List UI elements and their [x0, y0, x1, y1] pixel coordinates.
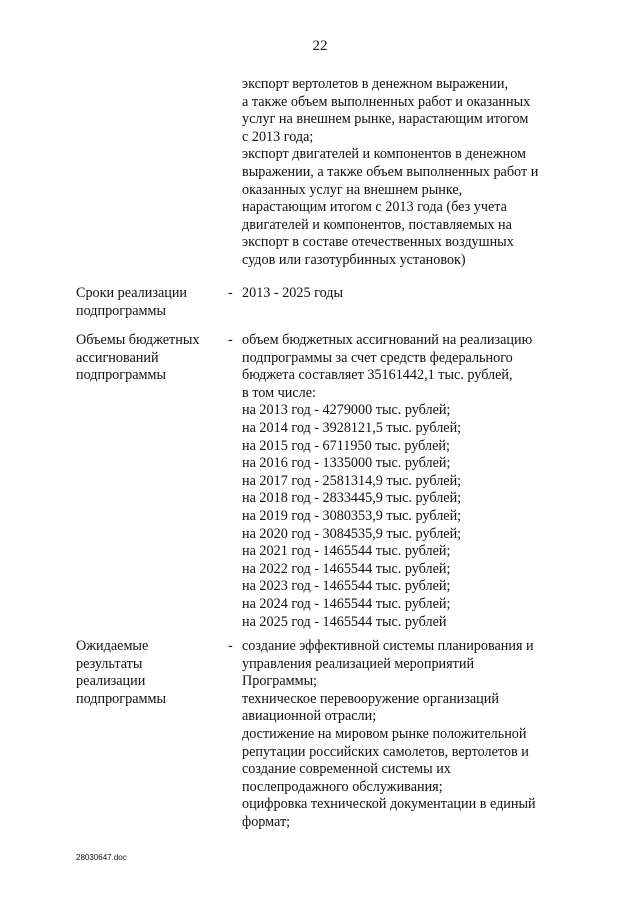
text-line: двигателей и компонентов, поставляемых на	[242, 216, 512, 233]
content-line: авиационной отрасли;	[242, 708, 377, 725]
dash-separator: -	[228, 285, 233, 301]
text-line: выражении, а также объем выполненных работ и	[242, 163, 539, 180]
content-line: техническое перевооружение организаций	[242, 690, 499, 707]
section-content	[242, 638, 582, 832]
content-line: на 2013 год - 4279000 тыс. рублей;	[242, 402, 451, 419]
content-line: на 2016 год - 1335000 тыс. рублей;	[242, 455, 451, 472]
content-line: управления реализацией мероприятий	[242, 655, 475, 672]
text-line: с 2013 года;	[242, 128, 314, 145]
label-line: реализации	[76, 673, 146, 690]
label-line: Ожидаемые	[76, 638, 149, 654]
content-line: формат;	[242, 813, 291, 830]
section-content	[242, 332, 582, 631]
content-line: на 2021 год - 1465544 тыс. рублей;	[242, 543, 451, 560]
text-line: оказанных услуг на внешнем рынке,	[242, 181, 463, 198]
label-line: Сроки реализации	[76, 285, 188, 301]
content-line: 2013 - 2025 годы	[242, 285, 344, 301]
dash-separator: -	[228, 332, 233, 348]
dash-separator: -	[228, 638, 233, 654]
content-line: на 2023 год - 1465544 тыс. рублей;	[242, 578, 451, 595]
content-line: Программы;	[242, 673, 318, 690]
content-line: создание современной системы их	[242, 761, 451, 778]
content-line: в том числе:	[242, 384, 316, 401]
label-line: Объемы бюджетных	[76, 332, 200, 348]
content-line: подпрограммы за счет средств федерального	[242, 349, 513, 366]
label-line: результаты	[76, 655, 143, 672]
text-line: услуг на внешнем рынке, нарастающим итогом	[242, 111, 529, 128]
section-content	[242, 285, 582, 303]
content-line: на 2019 год - 3080353,9 тыс. рублей;	[242, 507, 462, 524]
content-line: послепродажного обслуживания;	[242, 778, 443, 795]
content-line: на 2018 год - 2833445,9 тыс. рублей;	[242, 490, 462, 507]
text-line: экспорт в составе отечественных воздушных	[242, 234, 514, 251]
label-line: ассигнований	[76, 349, 159, 366]
text-line: экспорт вертолетов в денежном выражении,	[242, 76, 508, 92]
text-line: нарастающим итогом с 2013 года (без учета	[242, 199, 507, 216]
content-line: на 2014 год - 3928121,5 тыс. рублей;	[242, 419, 462, 436]
section-label	[76, 332, 221, 385]
label-line: подпрограммы	[76, 367, 166, 384]
continuation-text	[242, 76, 572, 270]
section-label	[76, 285, 221, 320]
content-line: на 2020 год - 3084535,9 тыс. рублей;	[242, 525, 462, 542]
label-line: подпрограммы	[76, 690, 166, 707]
content-line: на 2022 год - 1465544 тыс. рублей;	[242, 560, 451, 577]
document-code: 28030647.doc	[76, 853, 127, 862]
section-label	[76, 638, 221, 708]
content-line: объем бюджетных ассигнований на реализацию	[242, 332, 533, 348]
content-line: на 2017 год - 2581314,9 тыс. рублей;	[242, 472, 462, 489]
content-line: на 2024 год - 1465544 тыс. рублей;	[242, 595, 451, 612]
content-line: достижение на мировом рынке положительной	[242, 725, 527, 742]
page-number: 22	[312, 38, 328, 54]
content-line: на 2025 год - 1465544 тыс. рублей	[242, 613, 447, 630]
text-line: а также объем выполненных работ и оказанных	[242, 93, 531, 110]
content-line: бюджета составляет 35161442,1 тыс. рублей,	[242, 367, 513, 384]
content-line: на 2015 год - 6711950 тыс. рублей;	[242, 437, 450, 454]
label-line: подпрограммы	[76, 302, 166, 319]
text-line: судов или газотурбинных установок)	[242, 251, 466, 268]
content-line: создание эффективной системы планирования и	[242, 638, 534, 654]
text-line: экспорт двигателей и компонентов в денежном	[242, 146, 527, 163]
content-line: репутации российских самолетов, вертолетов и	[242, 743, 529, 760]
content-line: оцифровка технической документации в единый	[242, 796, 536, 813]
